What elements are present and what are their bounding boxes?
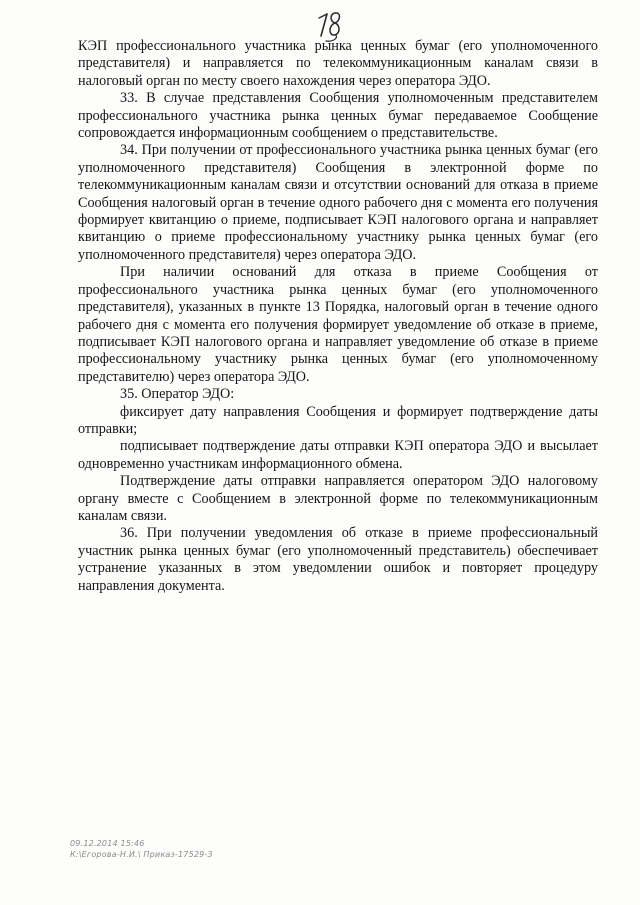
paragraph-continuation: КЭП профессионального участника рынка ценных бумаг (его уполномоченного представителя) и направляется по телекоммуникационным каналам связи в налоговый орган по месту своего нахождения через оператора ЭДО. — [78, 38, 598, 89]
footer-timestamp: 09.12.2014 15:46 — [70, 839, 145, 848]
file-stamp-footer — [70, 838, 213, 860]
paragraph-35-fixes-date: фиксирует дату направления Сообщения и формирует подтверждение даты отправки; — [78, 403, 598, 437]
paragraph-34-refusal: При наличии оснований для отказа в приеме Сообщения от профессионального участника рынка ценных бумаг (его уполномоченного представителя), указанных в пункте 13 Порядка, налоговый орган в течение одного рабочего дня с момента его получения формирует уведомление об отказе в приеме, подписывает КЭП налогового органа и направляет уведомление об отказе в приеме профессиональному участнику рынка ценных бумаг (его уполномоченному представителю) через оператора ЭДО. — [78, 264, 598, 385]
paragraph-35-signs: подписывает подтверждение даты отправки КЭП оператора ЭДО и высылает одновременно участникам информационного обмена. — [78, 438, 598, 472]
document-body — [78, 38, 598, 595]
paragraph-35: 35. Оператор ЭДО: — [120, 386, 235, 403]
paragraph-36: 36. При получении уведомления об отказе в приеме профессиональный участник рынка ценных бумаг (его уполномоченный представитель) обеспечивает устранение указанных в этом уведомлении ошибок и повторяет процедуру направления документа. — [78, 525, 598, 594]
paragraph-35-confirmation: Подтверждение даты отправки направляется оператором ЭДО налоговому органу вместе с Сообщением в электронной форме по телекоммуникационным каналам связи. — [78, 473, 598, 524]
footer-file-path: К:\Егорова-Н.И.\ Приказ-17529-3 — [70, 850, 213, 859]
paragraph-33: 33. В случае представления Сообщения уполномоченным представителем профессионального участника рынка ценных бумаг передаваемое Сообщение сопровождается информационным сообщением о представительстве. — [78, 90, 598, 142]
paragraph-34: 34. При получении от профессионального участника рынка ценных бумаг (его уполномоченного представителя) Сообщения в электронной форме по телекоммуникационным каналам связи и отсутствии оснований для отказа в приеме Сообщения налоговый орган в течение одного рабочего дня с момента его получения формирует квитанцию о приеме, подписывает КЭП налогового органа и направляет квитанцию о приеме профессиональному участнику рынка ценных бумаг (его уполномоченного представителя) через оператора ЭДО. — [78, 142, 598, 263]
